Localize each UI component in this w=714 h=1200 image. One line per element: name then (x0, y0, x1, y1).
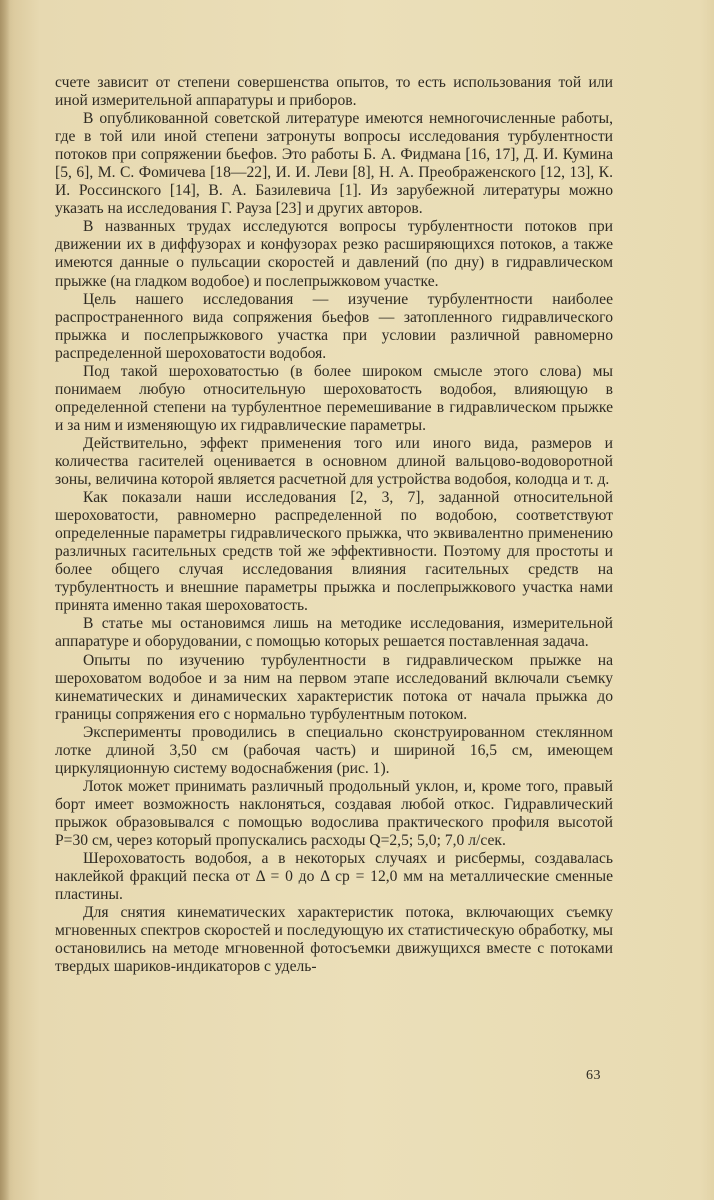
paragraph-13: Для снятия кинематических характеристик потока, включающих съемку мгновенных спектров скоростей и последующую их статистическую обработку, мы остановились на методе мгновенной фотосъемки движущихся вместе с потоками твердых шариков-индикаторов с удель- (55, 904, 613, 976)
page-number: 63 (586, 1068, 601, 1083)
paragraph-3: В названных трудах исследуются вопросы турбулентности потоков при движении их в диффузорах и конфузорах резко расширяющихся потоков, а также имеются данные о пульсации скоростей и давлений (по дну) в гидравлическом прыжке (на гладком водобое) и послепрыжковом участке. (55, 218, 613, 290)
paragraph-4: Цель нашего исследования — изучение турбулентности наиболее распространенного вида сопряжения бьефов — затопленного гидравлического прыжка и послепрыжкового участка при условии различной равномерно распределенной шероховатости водобоя. (55, 290, 613, 362)
paragraph-6: Действительно, эффект применения того или иного вида, размеров и количества гасителей оценивается в основном длиной вальцово-водоворотной зоны, величина которой является расчетной для устройства водобоя, колодца и т. д. (55, 434, 613, 489)
paragraph-10: Эксперименты проводились в специально сконструированном стеклянном лотке длиной 3,50 см (рабочая часть) и шириной 16,5 см, имеющем циркуляционную систему водоснабжения (рис. 1). (55, 723, 613, 777)
paragraph-5: Под такой шероховатостью (в более широком смысле этого слова) мы понимаем любую относительную шероховатость водобоя, влияющую в определенной степени на турбулентное перемешивание в гидравлическом прыжке и за ним и изменяющую их гидравлические параметры. (55, 362, 613, 434)
paragraph-1: счете зависит от степени совершенства опытов, то есть использования той или иной измерительной аппаратуры и приборов. (55, 74, 613, 110)
paragraph-12: Шероховатость водобоя, а в некоторых случаях и рисбермы, создавалась наклейкой фракций песка от Δ = 0 до Δ ср = 12,0 мм на металлические сменные пластины. (55, 850, 613, 904)
paragraph-11: Лоток может принимать различный продольный уклон, и, кроме того, правый борт имеет возможность наклоняться, создавая любой откос. Гидравлический прыжок образовывался с помощью водослива практического профиля высотой P=30 см, через который пропускались расходы Q=2,5; 5,0; 7,0 л/сек. (55, 777, 613, 849)
page-spine-shadow (0, 0, 10, 1200)
paragraph-8: В статье мы остановимся лишь на методике исследования, измерительной аппаратуре и оборудовании, с помощью которых решается поставленная задача. (55, 615, 613, 651)
body-text (55, 74, 613, 976)
paragraph-9: Опыты по изучению турбулентности в гидравлическом прыжке на шероховатом водобое и за ним на первом этапе исследований включали съемку кинематических и динамических характеристик потока от начала прыжка до границы сопряжения его с нормально турбулентным потоком. (55, 651, 613, 723)
paragraph-7: Как показали наши исследования [2, 3, 7], заданной относительной шероховатости, равномерно распределенной по водобою, соответствуют определенные параметры гидравлического прыжка, что эквивалентно применению различных гасительных средств той же эффективности. Поэтому для простоты и более общего случая исследования влияния гасительных средств на турбулентность и внешние параметры прыжка и послепрыжкового участка нами принята именно такая шероховатость. (55, 489, 613, 615)
paragraph-2: В опубликованной советской литературе имеются немногочисленные работы, где в той или иной степени затронуты вопросы исследования турбулентности потоков при сопряжении бьефов. Это работы Б. А. Фидмана [16, 17], Д. И. Кумина [5, 6], М. С. Фомичева [18—22], И. И. Леви [8], Н. А. Преображенского [12, 13], К. И. Россинского [14], В. А. Базилевича [1]. Из зарубежной литературы можно указать на исследования Г. Рауза [23] и других авторов. (55, 110, 613, 218)
